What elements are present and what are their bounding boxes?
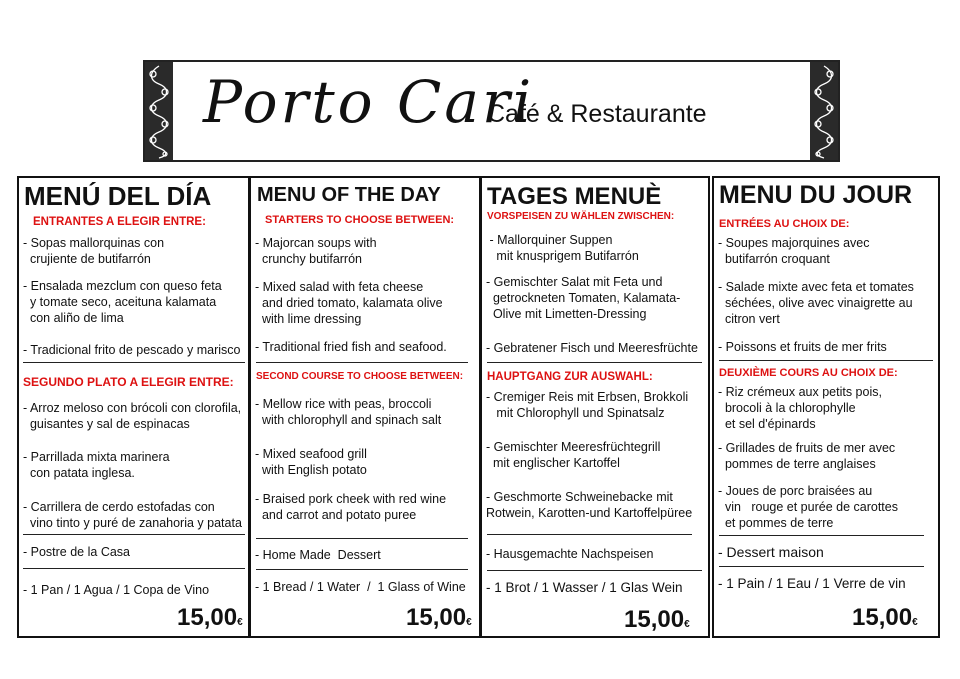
menu-panel-spanish — [17, 176, 250, 638]
divider — [23, 362, 245, 363]
menu-title: MENU OF THE DAY — [257, 184, 441, 206]
currency-symbol: € — [912, 617, 918, 628]
starters-heading: ENTRANTES A ELEGIR ENTRE: — [33, 216, 206, 228]
starters-heading: STARTERS TO CHOOSE BETWEEN: — [265, 214, 455, 226]
divider — [487, 570, 702, 571]
menu-title: MENU DU JOUR — [719, 181, 913, 209]
starter-item: - Gemischter Salat mit Feta und getrockneten Tomaten, Kalamata- Olive mit Limetten-Dressing — [486, 275, 681, 321]
divider — [256, 569, 468, 570]
main-item: - Braised pork cheek with red wine and carrot and potato puree — [255, 492, 447, 522]
divider — [256, 362, 468, 363]
floral-ornament-icon — [145, 62, 173, 160]
main-item: - Joues de porc braisées au vin rouge et purée de carottes et pommes de terre — [718, 484, 898, 530]
menu-panel-french — [712, 176, 940, 638]
brand-tagline: Café & Restaurante — [487, 100, 707, 128]
divider — [719, 535, 924, 536]
main-item: - Mixed seafood grill with English potato — [255, 447, 367, 477]
main-item: - Cremiger Reis mit Erbsen, Brokkoli mit Chlorophyll und Spinatsalz — [486, 390, 689, 420]
starter-item: - Salade mixte avec feta et tomates séchées, olive avec vinaigrette au citron vert — [718, 280, 914, 326]
starters-heading: VORSPEISEN ZU WÄHLEN ZWISCHEN: — [487, 211, 675, 222]
mains-heading: SEGUNDO PLATO A ELEGIR ENTRE: — [23, 375, 234, 389]
dessert-item: - Dessert maison — [718, 544, 824, 560]
dessert-item: - Home Made Dessert — [255, 548, 381, 562]
starter-item: - Majorcan soups with crunchy butifarrón — [255, 236, 377, 266]
starter-item: - Traditional fried fish and seafood. — [255, 340, 447, 354]
main-item: - Grillades de fruits de mer avec pommes de terre anglaises — [718, 441, 896, 471]
starters-heading: ENTRÉES AU CHOIX DE: — [719, 218, 850, 230]
divider — [23, 568, 245, 569]
header-banner — [143, 60, 840, 162]
menu-panel-english — [249, 176, 481, 638]
drinks-item: - 1 Brot / 1 Wasser / 1 Glas Wein — [486, 580, 683, 595]
main-item: - Gemischter Meeresfrüchtegrill mit englischer Kartoffel — [486, 440, 661, 470]
divider — [487, 534, 692, 535]
price-value: 15,00 — [177, 604, 238, 631]
main-item: - Carrillera de cerdo estofadas con vino tinto y puré de zanahoria y patata — [23, 500, 242, 530]
price — [177, 604, 243, 632]
main-item: - Parrillada mixta marinera con patata inglesa. — [23, 450, 170, 480]
currency-symbol: € — [466, 617, 472, 628]
menu-panel-german — [480, 176, 710, 638]
menu-title: TAGES MENUÈ — [487, 183, 662, 210]
main-item: - Geschmorte Schweinebacke mit Rotwein, Karotten-und Kartoffelpüree — [486, 490, 693, 520]
starter-item: - Soupes majorquines avec butifarrón croquant — [718, 236, 870, 266]
price — [624, 606, 690, 634]
starter-item: - Mallorquiner Suppen mit knusprigem Butifarrón — [489, 233, 639, 263]
starter-item: - Mixed salad with feta cheese and dried tomato, kalamata olive with lime dressing — [255, 280, 443, 326]
mains-heading: DEUXIÈME COURS AU CHOIX DE: — [719, 367, 898, 379]
starter-item: - Poissons et fruits de mer frits — [718, 340, 887, 354]
mains-heading: HAUPTGANG ZUR AUSWAHL: — [487, 371, 653, 383]
drinks-item: - 1 Bread / 1 Water / 1 Glass of Wine — [255, 580, 466, 594]
dessert-item: - Hausgemachte Nachspeisen — [486, 547, 654, 561]
price — [406, 604, 472, 632]
main-item: - Arroz meloso con brócoli con clorofila, guisantes y sal de espinacas — [23, 401, 242, 431]
divider — [719, 360, 933, 361]
drinks-item: - 1 Pan / 1 Agua / 1 Copa de Vino — [23, 583, 210, 597]
price-value: 15,00 — [624, 606, 685, 633]
starter-item: - Ensalada mezclum con queso feta y tomate seco, aceituna kalamata con aliño de lima — [23, 279, 222, 325]
currency-symbol: € — [237, 617, 243, 628]
divider — [487, 362, 702, 363]
main-item: - Mellow rice with peas, broccoli with chlorophyll and spinach salt — [255, 397, 442, 427]
main-item: - Riz crémeux aux petits pois, brocoli à la chlorophylle et sel d'épinards — [718, 385, 882, 431]
currency-symbol: € — [684, 619, 690, 630]
divider — [23, 534, 245, 535]
floral-ornament-icon — [810, 62, 838, 160]
starter-item: - Sopas mallorquinas con crujiente de butifarrón — [23, 236, 165, 266]
dessert-item: - Postre de la Casa — [23, 545, 130, 559]
drinks-item: - 1 Pain / 1 Eau / 1 Verre de vin — [718, 576, 906, 591]
price — [852, 604, 918, 632]
starter-item: - Gebratener Fisch und Meeresfrüchte — [486, 341, 698, 355]
price-value: 15,00 — [852, 604, 913, 631]
brand-logo: Porto Cari — [203, 68, 535, 136]
starter-item: - Tradicional frito de pescado y marisco — [23, 343, 241, 357]
divider — [719, 566, 924, 567]
price-value: 15,00 — [406, 604, 467, 631]
menu-title: MENÚ DEL DÍA — [24, 181, 212, 211]
mains-heading: SECOND COURSE TO CHOOSE BETWEEN: — [256, 371, 464, 382]
divider — [256, 538, 468, 539]
